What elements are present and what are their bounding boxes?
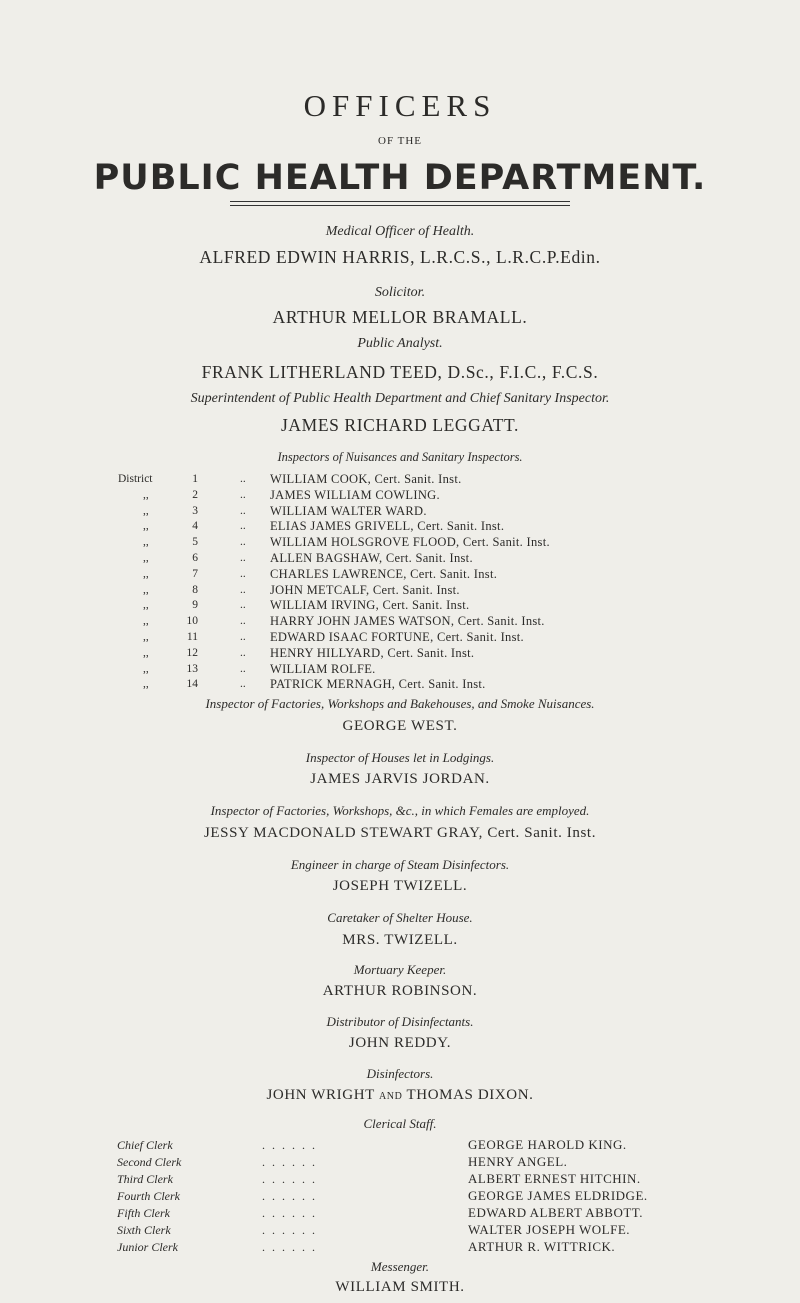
- clerk-title: Chief Clerk: [117, 1138, 173, 1152]
- district-label: ,,: [143, 599, 149, 612]
- superintendent-caption: Superintendent of Public Health Department and Chief Sanitary Inspector.: [190, 391, 610, 406]
- messenger-caption: Messenger.: [370, 1259, 430, 1274]
- medical-officer-caption: Medical Officer of Health.: [325, 224, 475, 239]
- district-label: ,,: [143, 504, 149, 517]
- district-number: 9: [192, 599, 198, 612]
- females-name: JESSY MACDONALD STEWART GRAY, Cert. Sanit. Inst.: [203, 825, 597, 841]
- engineer-caption: Engineer in charge of Steam Disinfectors.: [290, 857, 510, 872]
- mortuary-caption: Mortuary Keeper.: [353, 962, 447, 977]
- inspector-name: CHARLES LAWRENCE, Cert. Sanit. Inst.: [270, 566, 498, 581]
- leader-dots: ..: [240, 504, 246, 517]
- engineer-name: JOSEPH TWIZELL.: [332, 878, 468, 894]
- disinfectors-caption: Disinfectors.: [366, 1066, 434, 1081]
- solicitor-name: ARTHUR MELLOR BRAMALL.: [272, 307, 528, 327]
- inspector-name: WILLIAM WALTER WARD.: [270, 503, 427, 518]
- district-label: ,,: [143, 552, 149, 564]
- district-label: ,,: [143, 631, 149, 643]
- inspector-name: HENRY HILLYARD, Cert. Sanit. Inst.: [270, 645, 475, 660]
- distributor-name: JOHN REDDY.: [348, 1035, 452, 1051]
- district-number: 12: [186, 646, 198, 659]
- clerk-title: Sixth Clerk: [117, 1223, 171, 1237]
- messenger-name: WILLIAM SMITH.: [335, 1279, 465, 1295]
- leader-dots: ..: [240, 552, 246, 564]
- leader-dots: ..: [240, 488, 246, 501]
- district-number: 6: [192, 552, 198, 564]
- disinfector-name-a: JOHN WRIGHT: [266, 1087, 375, 1103]
- district-number: 3: [192, 504, 198, 517]
- inspector-name: PATRICK MERNAGH, Cert. Sanit. Inst.: [270, 677, 486, 692]
- divider-rule: [230, 201, 570, 202]
- clerk-name: GEORGE JAMES ELDRIDGE.: [468, 1188, 648, 1203]
- clerk-name: HENRY ANGEL.: [468, 1154, 568, 1169]
- solicitor-caption: Solicitor.: [374, 285, 426, 300]
- medical-officer-name: ALFRED EDWIN HARRIS, L.R.C.S., L.R.C.P.Edin.: [199, 247, 601, 267]
- district-number: 8: [192, 583, 198, 596]
- leader-dots: ......: [262, 1189, 322, 1203]
- district-number: 13: [186, 662, 198, 675]
- inspector-name: WILLIAM HOLSGROVE FLOOD, Cert. Sanit. Inst.: [270, 535, 550, 550]
- district-number: 11: [186, 631, 198, 643]
- leader-dots: ......: [262, 1172, 322, 1186]
- district-label: ,,: [143, 488, 149, 501]
- clerk-title: Second Clerk: [117, 1155, 182, 1169]
- district-label: ,,: [143, 662, 149, 675]
- clerk-name: ARTHUR R. WITTRICK.: [468, 1239, 616, 1254]
- inspector-name: WILLIAM ROLFE.: [270, 661, 376, 676]
- district-number: 7: [192, 567, 198, 580]
- leader-dots: ..: [240, 536, 246, 549]
- leader-dots: ......: [262, 1223, 322, 1237]
- clerk-title: Fifth Clerk: [117, 1206, 170, 1220]
- inspector-name: HARRY JOHN JAMES WATSON, Cert. Sanit. Inst.: [270, 614, 545, 629]
- leader-dots: ..: [240, 583, 246, 596]
- distributor-caption: Distributor of Disinfectants.: [326, 1014, 474, 1029]
- factories-caption: Inspector of Factories, Workshops and Bakehouses, and Smoke Nuisances.: [205, 696, 595, 711]
- district-number: 14: [186, 678, 198, 691]
- inspectors-caption: Inspectors of Nuisances and Sanitary Inspectors.: [277, 450, 523, 464]
- leader-dots: ..: [240, 662, 246, 675]
- district-label: District: [118, 473, 153, 485]
- district-label: ,,: [143, 646, 149, 659]
- district-number: 2: [192, 488, 198, 501]
- district-number: 10: [186, 615, 198, 628]
- inspector-name: ALLEN BAGSHAW, Cert. Sanit. Inst.: [270, 551, 473, 565]
- factories-name: GEORGE WEST.: [342, 718, 458, 734]
- department-title: PUBLIC HEALTH DEPARTMENT.: [93, 158, 707, 198]
- page-subtitle: OF THE: [378, 135, 422, 147]
- inspector-name: JOHN METCALF, Cert. Sanit. Inst.: [270, 582, 460, 597]
- inspector-name: WILLIAM COOK, Cert. Sanit. Inst.: [270, 472, 462, 486]
- district-label: ,,: [143, 567, 149, 580]
- clerk-name: EDWARD ALBERT ABBOTT.: [468, 1205, 643, 1220]
- inspector-name: JAMES WILLIAM COWLING.: [270, 487, 440, 502]
- analyst-caption: Public Analyst.: [357, 336, 443, 351]
- leader-dots: ......: [262, 1240, 322, 1254]
- clerk-name: GEORGE HAROLD KING.: [468, 1137, 627, 1152]
- leader-dots: ..: [240, 631, 246, 643]
- leader-dots: ......: [262, 1138, 322, 1152]
- lodgings-caption: Inspector of Houses let in Lodgings.: [305, 750, 495, 765]
- disinfector-name-b: THOMAS DIXON.: [406, 1087, 534, 1103]
- district-number: 1: [192, 473, 198, 485]
- leader-dots: ..: [240, 520, 246, 533]
- clerical-caption: Clerical Staff.: [363, 1116, 437, 1131]
- disinfectors-names: [0, 1087, 800, 1104]
- females-caption: Inspector of Factories, Workshops, &c., in which Females are employed.: [210, 803, 590, 818]
- district-label: ,,: [143, 615, 149, 628]
- leader-dots: ..: [240, 567, 246, 580]
- leader-dots: ..: [240, 473, 246, 485]
- and-word: AND: [378, 1091, 403, 1102]
- district-label: ,,: [143, 583, 149, 596]
- inspector-name: WILLIAM IRVING, Cert. Sanit. Inst.: [270, 598, 470, 613]
- page-title: OFFICERS: [303, 88, 497, 123]
- district-number: 5: [192, 536, 198, 549]
- district-label: ,,: [143, 678, 149, 691]
- lodgings-name: JAMES JARVIS JORDAN.: [310, 771, 490, 787]
- divider-rule-thin: [230, 205, 570, 206]
- clerk-title: Junior Clerk: [117, 1240, 178, 1254]
- mortuary-name: ARTHUR ROBINSON.: [322, 983, 478, 999]
- district-label: ,,: [143, 520, 149, 533]
- clerk-name: WALTER JOSEPH WOLFE.: [468, 1222, 631, 1237]
- caretaker-name: MRS. TWIZELL.: [342, 932, 458, 948]
- leader-dots: ..: [240, 678, 246, 691]
- district-label: ,,: [143, 536, 149, 549]
- analyst-name: FRANK LITHERLAND TEED, D.Sc., F.I.C., F.C.S.: [201, 362, 599, 382]
- leader-dots: ......: [262, 1206, 322, 1220]
- superintendent-name: JAMES RICHARD LEGGATT.: [281, 415, 519, 435]
- leader-dots: ..: [240, 646, 246, 659]
- leader-dots: ..: [240, 615, 246, 628]
- inspector-name: EDWARD ISAAC FORTUNE, Cert. Sanit. Inst.: [270, 630, 524, 644]
- leader-dots: ......: [262, 1155, 322, 1169]
- district-number: 4: [192, 520, 198, 533]
- clerk-title: Third Clerk: [117, 1172, 173, 1186]
- clerk-name: ALBERT ERNEST HITCHIN.: [468, 1171, 641, 1186]
- leader-dots: ..: [240, 599, 246, 612]
- caretaker-caption: Caretaker of Shelter House.: [327, 910, 473, 925]
- clerk-title: Fourth Clerk: [117, 1189, 180, 1203]
- inspector-name: ELIAS JAMES GRIVELL, Cert. Sanit. Inst.: [270, 519, 505, 534]
